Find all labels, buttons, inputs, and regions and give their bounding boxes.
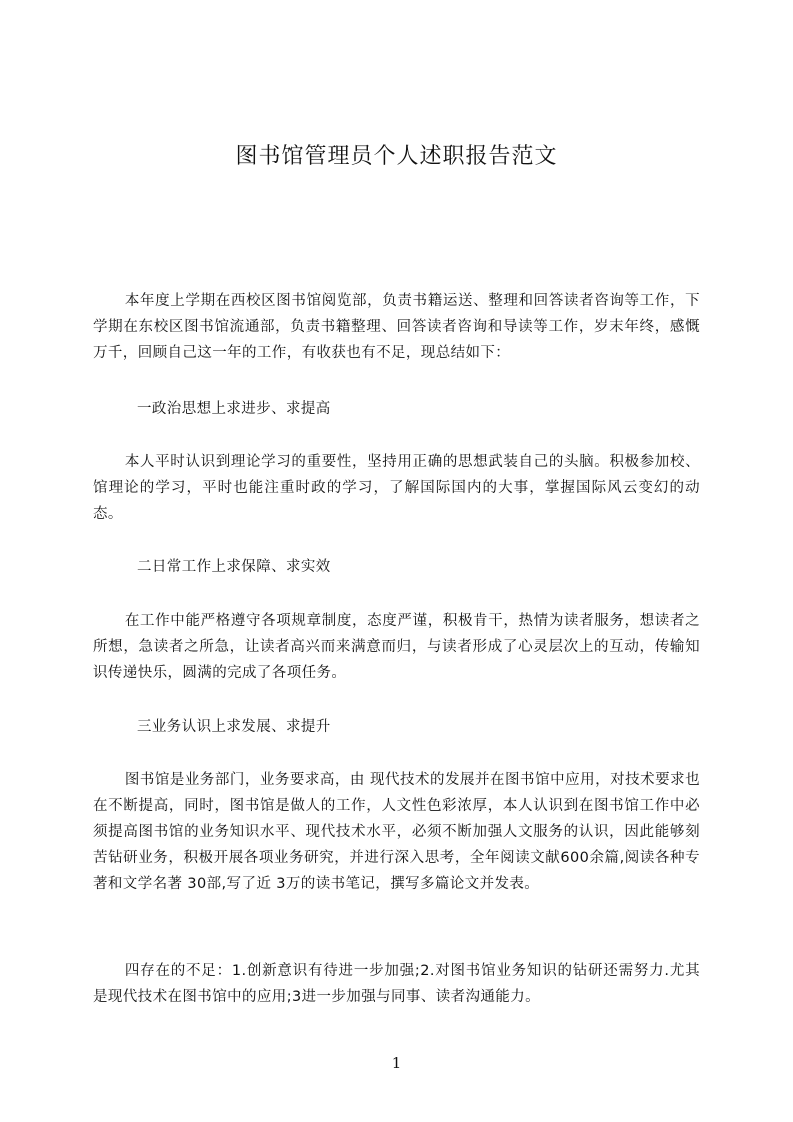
page-number: 1 (391, 1054, 402, 1072)
section-body-business: 图书馆是业务部门，业务要求高，由 现代技术的发展并在图书馆中应用，对技术要求也在不断提高，同时，图书馆是做人的工作，人文性色彩浓厚，本人认识到在图书馆工作中必须提高图书馆的业务知识水平、现代技术水平，必须不断加强人文服务的认识，因此能够刻苦钻研业务，积极开展各项业务研究，并进行深入思考，全年阅读文献600余篇,阅读各种专著和文学名著 30部,写了近 3万的读书笔记，撰写多篇论文并发表。 (93, 772, 700, 892)
section-body-daily-work: 在工作中能严格遵守各项规章制度，态度严谨，积极肯干，热情为读者服务，想读者之所想，急读者之所急，让读者高兴而来满意而归，与读者形成了心灵层次上的互动，传输知识传递快乐，圆满的完成了各项任务。 (93, 613, 700, 681)
section-heading-politics: 一政治思想上求进步、求提高 (137, 401, 331, 417)
section-heading-business: 三业务认识上求发展、求提升 (137, 719, 331, 735)
section-body-shortcomings: 四存在的不足：1.创新意识有待进一步加强;2.对图书馆业务知识的钻研还需努力.尤其是现代技术在图书馆中的应用;3进一步加强与同事、读者沟通能力。 (93, 963, 700, 1005)
intro-paragraph: 本年度上学期在西校区图书馆阅览部，负责书籍运送、整理和回答读者咨询等工作，下学期在东校区图书馆流通部，负责书籍整理、回答读者咨询和导读等工作，岁末年终，感慨万千，回顾自己这一年的工作，有收获也有不足，现总结如下： (93, 293, 700, 361)
document-title: 图书馆管理员个人述职报告范文 (235, 144, 558, 169)
section-heading-daily-work: 二日常工作上求保障、求实效 (137, 559, 331, 575)
section-body-politics: 本人平时认识到理论学习的重要性，坚持用正确的思想武装自己的头脑。积极参加校、馆理论的学习，平时也能注重时政的学习，了解国际国内的大事，掌握国际风云变幻的动态。 (93, 454, 700, 522)
